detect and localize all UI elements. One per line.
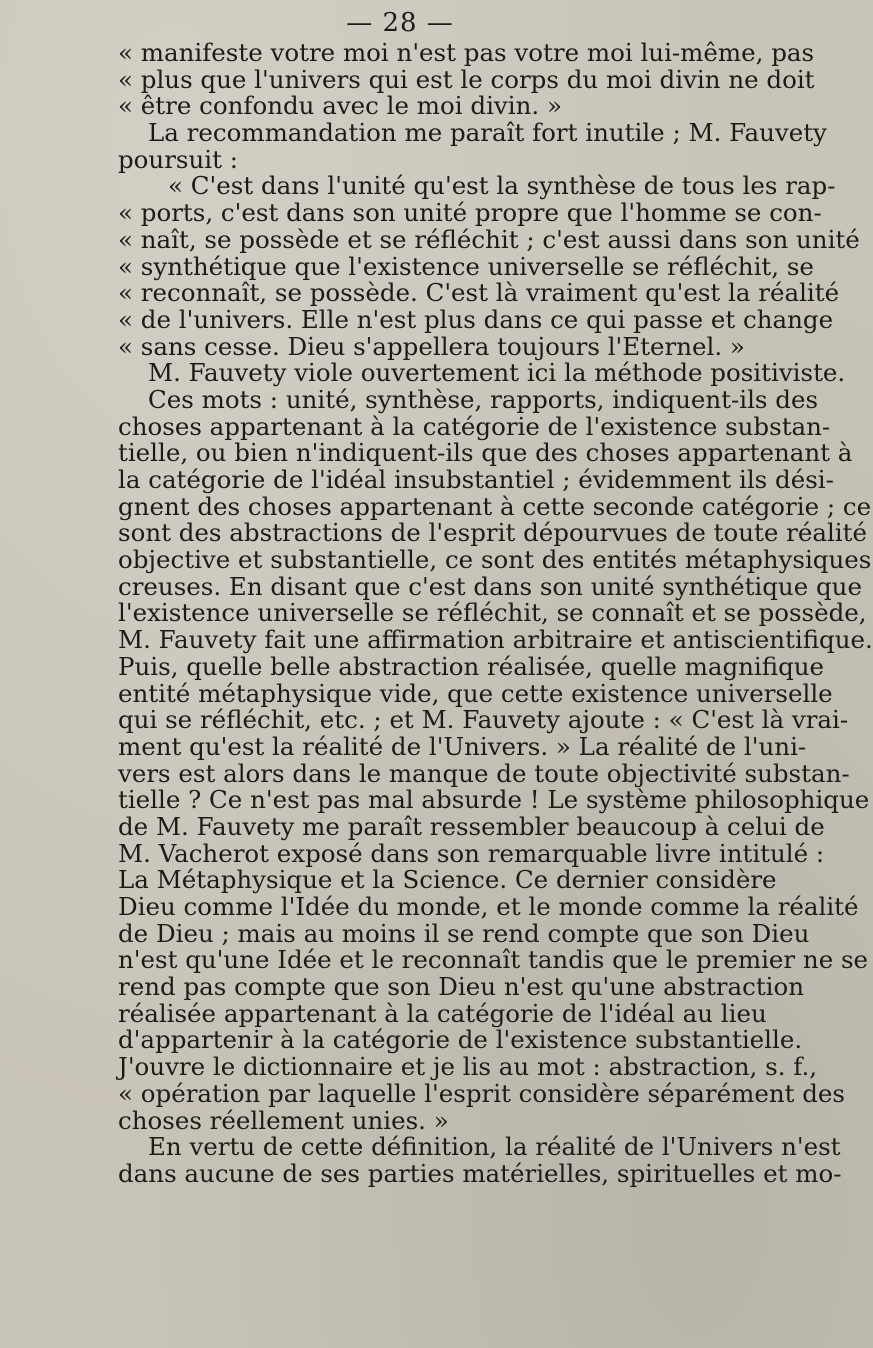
text-line: réalisée appartenant à la catégorie de l'idéal au lieu — [118, 998, 767, 1028]
text-line: M. Vacherot exposé dans son remarquable livre intitulé : — [118, 838, 825, 868]
text-line: « sans cesse. Dieu s'appellera toujours l'Eternel. » — [118, 331, 745, 361]
text-line: de M. Fauvety me paraît ressembler beaucoup à celui de — [118, 811, 825, 841]
text-line: la catégorie de l'idéal insubstantiel ; évidemment ils dési- — [118, 465, 834, 494]
text-line: La Métaphysique et la Science. Ce dernier considère — [118, 865, 777, 895]
text-line: tielle ? Ce n'est pas mal absurde ! Le système philosophique — [118, 785, 870, 815]
body-text — [118, 38, 873, 1188]
text-line: « manifeste votre moi n'est pas votre moi lui-même, pas — [118, 38, 815, 67]
text-line: M. Fauvety viole ouvertement ici la méthode positiviste. — [148, 358, 846, 388]
text-line: tielle, ou bien n'indiquent-ils que des choses appartenant à — [118, 438, 853, 468]
text-line: sont des abstractions de l'esprit dépourvues de toute réalité — [118, 518, 867, 548]
text-line: « naît, se possède et se réfléchit ; c'est aussi dans son unité — [118, 224, 860, 254]
text-line: « plus que l'univers qui est le corps du moi divin ne doit — [118, 64, 815, 94]
text-line: objective et substantielle, ce sont des entités métaphysiques — [118, 545, 872, 575]
text-line: « reconnaît, se possède. C'est là vraiment qu'est la réalité — [118, 278, 840, 308]
text-line: « C'est dans l'unité qu'est la synthèse de tous les rap- — [168, 171, 836, 201]
text-line: qui se réfléchit, etc. ; et M. Fauvety ajoute : « C'est là vrai- — [118, 705, 849, 735]
text-line: En vertu de cette définition, la réalité de l'Univers n'est — [148, 1132, 841, 1162]
text-line: entité métaphysique vide, que cette existence universelle — [118, 678, 833, 708]
text-line: gnent des choses appartenant à cette seconde catégorie ; ce — [118, 491, 872, 521]
text-line: Puis, quelle belle abstraction réalisée, quelle magnifique — [118, 651, 825, 681]
text-line: « ports, c'est dans son unité propre que l'homme se con- — [118, 198, 822, 228]
text-line: « opération par laquelle l'esprit considère séparément des — [118, 1078, 845, 1108]
text-line: n'est qu'une Idée et le reconnaît tandis que le premier ne se — [118, 945, 869, 975]
text-line: Dieu comme l'Idée du monde, et le monde comme la réalité — [118, 892, 859, 921]
text-line: Ces mots : unité, synthèse, rapports, indiquent-ils des — [148, 384, 819, 414]
text-line: La recommandation me paraît fort inutile ; M. Fauvety — [148, 118, 827, 148]
text-line: « être confondu avec le moi divin. » — [118, 91, 562, 121]
text-line: rend pas compte que son Dieu n'est qu'une abstraction — [118, 972, 805, 1002]
text-line: creuses. En disant que c'est dans son unité synthétique que — [118, 571, 862, 601]
text-line: « synthétique que l'existence universelle se réfléchit, se — [118, 251, 814, 281]
text-line: dans aucune de ses parties matérielles, spirituelles et mo- — [118, 1158, 842, 1188]
text-line: poursuit : — [118, 144, 238, 174]
text-line: J'ouvre le dictionnaire et je lis au mot : abstraction, s. f., — [118, 1052, 818, 1082]
text-line: M. Fauvety fait une affirmation arbitraire et antiscientifique. — [118, 625, 873, 655]
text-line: de Dieu ; mais au moins il se rend compte que son Dieu — [118, 918, 810, 948]
text-line: vers est alors dans le manque de toute objectivité substan- — [118, 758, 850, 788]
text-line: choses appartenant à la catégorie de l'existence substan- — [118, 411, 831, 441]
text-line: d'appartenir à la catégorie de l'existence substantielle. — [118, 1025, 803, 1055]
text-line: choses réellement unies. » — [118, 1105, 449, 1135]
page-number: — 28 — — [346, 8, 454, 38]
text-line: ment qu'est la réalité de l'Univers. » La réalité de l'uni- — [118, 731, 807, 761]
text-line: l'existence universelle se réfléchit, se connaît et se possède, — [118, 598, 867, 628]
text-line: « de l'univers. Elle n'est plus dans ce qui passe et change — [118, 304, 834, 334]
